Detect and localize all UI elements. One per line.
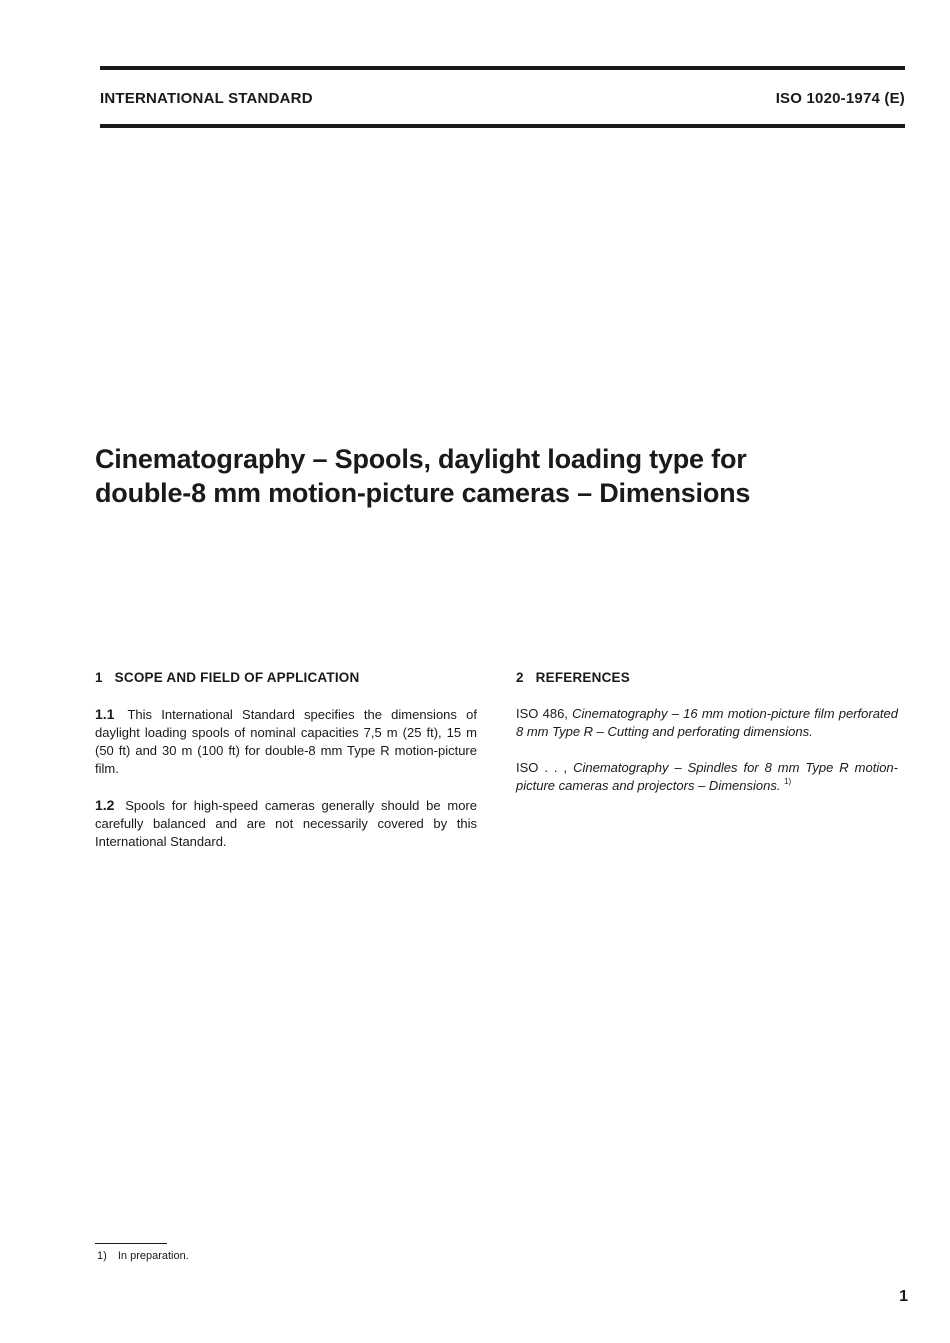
scope-section	[95, 669, 477, 869]
section-number: 1	[95, 670, 103, 685]
reference-title: Cinematography – Spindles for 8 mm Type R motion-picture cameras and projectors – Dimensions.	[516, 760, 898, 793]
footnote-text: In preparation.	[117, 1250, 189, 1262]
clause-number: 1.1	[95, 706, 115, 722]
section-number: 2	[516, 670, 524, 685]
title-line-2: double-8 mm motion-picture cameras – Dimensions	[95, 478, 751, 508]
page-number: 1	[899, 1288, 908, 1305]
footnote	[97, 1250, 189, 1262]
reference-item	[516, 705, 898, 741]
section-title: REFERENCES	[535, 670, 630, 685]
reference-title: Cinematography – 16 mm motion-picture film perforated 8 mm Type R – Cutting and perforating dimensions.	[516, 706, 898, 739]
reference-prefix: ISO . . ,	[516, 760, 568, 775]
footnote-marker: 1)	[784, 777, 792, 786]
references-section	[516, 669, 898, 813]
header-top-rule	[100, 66, 905, 70]
reference-item	[516, 759, 898, 795]
clause-1-2	[95, 796, 477, 851]
footnote-number: 1)	[97, 1250, 107, 1262]
scope-heading	[95, 669, 477, 687]
reference-prefix: ISO 486,	[516, 706, 568, 721]
clause-text: Spools for high-speed cameras generally should be more carefully balanced and are not necessarily covered by this International Standard.	[95, 798, 477, 849]
section-title: SCOPE AND FIELD OF APPLICATION	[114, 670, 360, 685]
clause-1-1	[95, 705, 477, 778]
footnote-rule	[95, 1243, 167, 1244]
standard-number: ISO 1020-1974 (E)	[775, 90, 905, 107]
header-bottom-rule	[100, 124, 905, 128]
references-heading	[516, 669, 898, 687]
clause-text: This International Standard specifies the dimensions of daylight loading spools of nominal capacities 7,5 m (25 ft), 15 m (50 ft) and 30 m (100 ft) for double-8 mm Type R motion-picture film.	[95, 707, 477, 776]
document-title	[95, 442, 875, 510]
clause-number: 1.2	[95, 797, 115, 813]
document-type-label: INTERNATIONAL STANDARD	[100, 90, 313, 107]
title-line-1: Cinematography – Spools, daylight loading type for	[95, 444, 747, 474]
